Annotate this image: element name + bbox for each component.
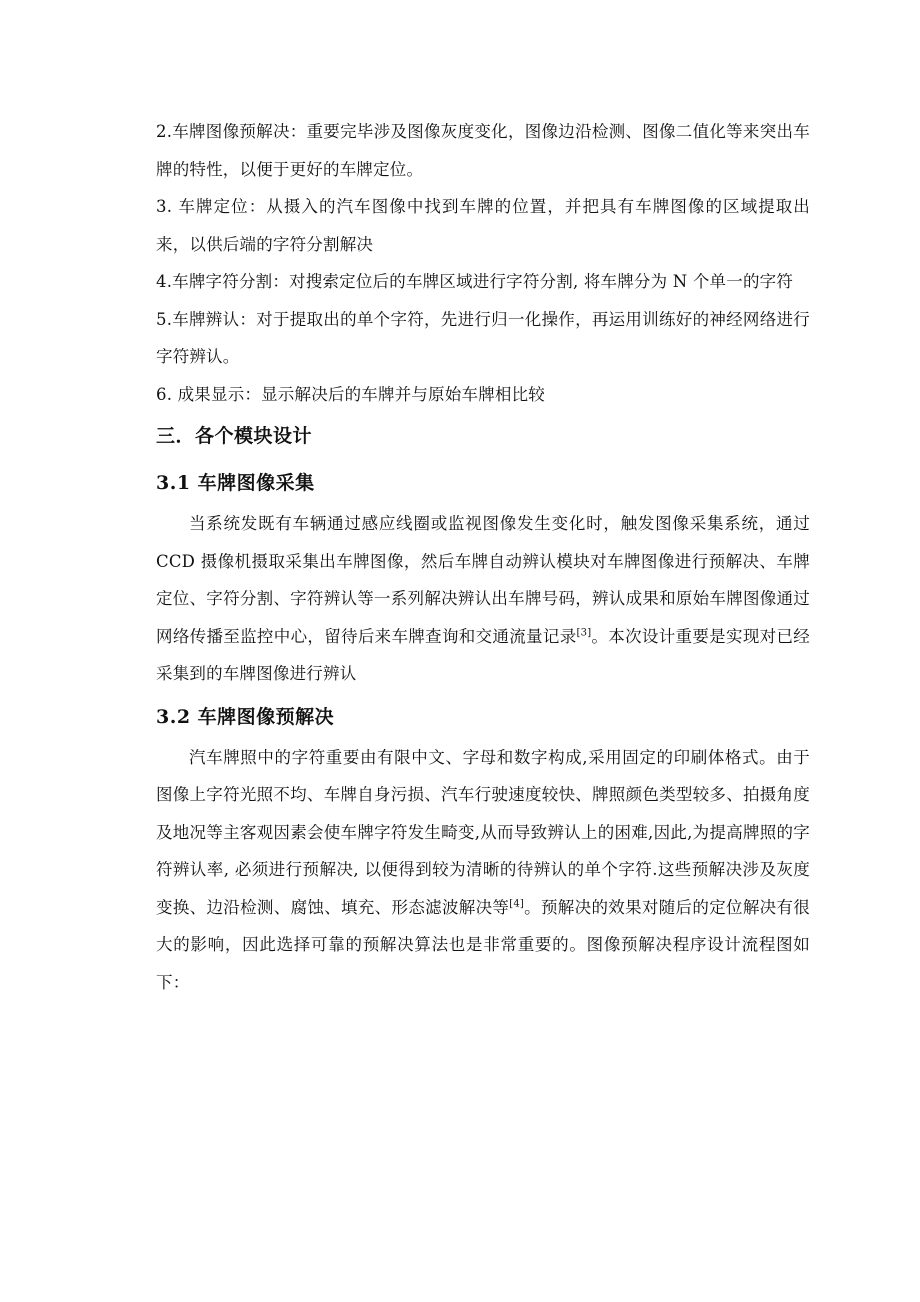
list-item-locate: 3. 车牌定位：从摄入的汽车图像中找到车牌的位置，并把具有车牌图像的区域提取出来，以供后端的字符分割解决 — [156, 197, 810, 254]
paragraph-preprocessing — [156, 739, 810, 1002]
paragraph-image-capture — [156, 505, 810, 693]
list-item-display: 6. 成果显示：显示解决后的车牌并与原始车牌相比较 — [156, 384, 545, 404]
subsection-heading-image-capture: 3.1 车牌图像采集 — [156, 472, 315, 494]
paragraph-text-tail: 。本次设计重要是实现对已经采集到的车牌图像进行辨认 — [156, 626, 810, 683]
list-item-recognize: 5.车牌辨认：对于提取出的单个字符，先进行归一化操作，再运用训练好的神经网络进行字符辨认。 — [156, 309, 810, 366]
page-content — [156, 113, 810, 1001]
subsection-heading-preprocessing: 3.2 车牌图像预解决 — [156, 705, 335, 728]
paragraph-text-tail: 。预解决的效果对随后的定位解决有很大的影响，因此选择可靠的预解决算法也是非常重要的。图像预解决程序设计流程图如下： — [156, 897, 811, 992]
paragraph-text: 当系统发既有车辆通过感应线圈或监视图像发生变化时，触发图像采集系统，通过 CCD 摄像机摄取采集出车牌图像，然后车牌自动辨认模块对车牌图像进行预解决、车牌定位、字符分割、字符辨认等一系列解决辨认出车牌号码，辨认成果和原始车牌图像通过网络传播至监控中心，留待后来车牌查询和交通流量记录 — [156, 514, 810, 646]
list-item-segment: 4.车牌字符分割：对搜索定位后的车牌区域进行字符分割, 将车牌分为 N 个单一的字符 — [156, 272, 794, 291]
citation-ref: [3] — [576, 627, 592, 638]
citation-ref: [4] — [509, 898, 525, 909]
list-item-preprocess: 2.车牌图像预解决：重要完毕涉及图像灰度变化，图像边沿检测、图像二值化等来突出车牌的特性，以便于更好的车牌定位。 — [156, 122, 810, 179]
section-heading-module-design: 三．各个模块设计 — [156, 425, 313, 447]
paragraph-text: 汽车牌照中的字符重要由有限中文、字母和数字构成,采用固定的印刷体格式。由于图像上字符光照不均、车牌自身污损、汽车行驶速度较快、牌照颜色类型较多、拍摄角度及地况等主客观因素会使车牌字符发生畸变,从而导致辨认上的困难,因此,为提高牌照的字符辨认率, 必须进行预解决, 以便得到较为清晰的待辨认的单个字符.这些预解决涉及灰度变换、边沿检测、腐蚀、填充、形态滤波解决等 — [156, 747, 810, 917]
